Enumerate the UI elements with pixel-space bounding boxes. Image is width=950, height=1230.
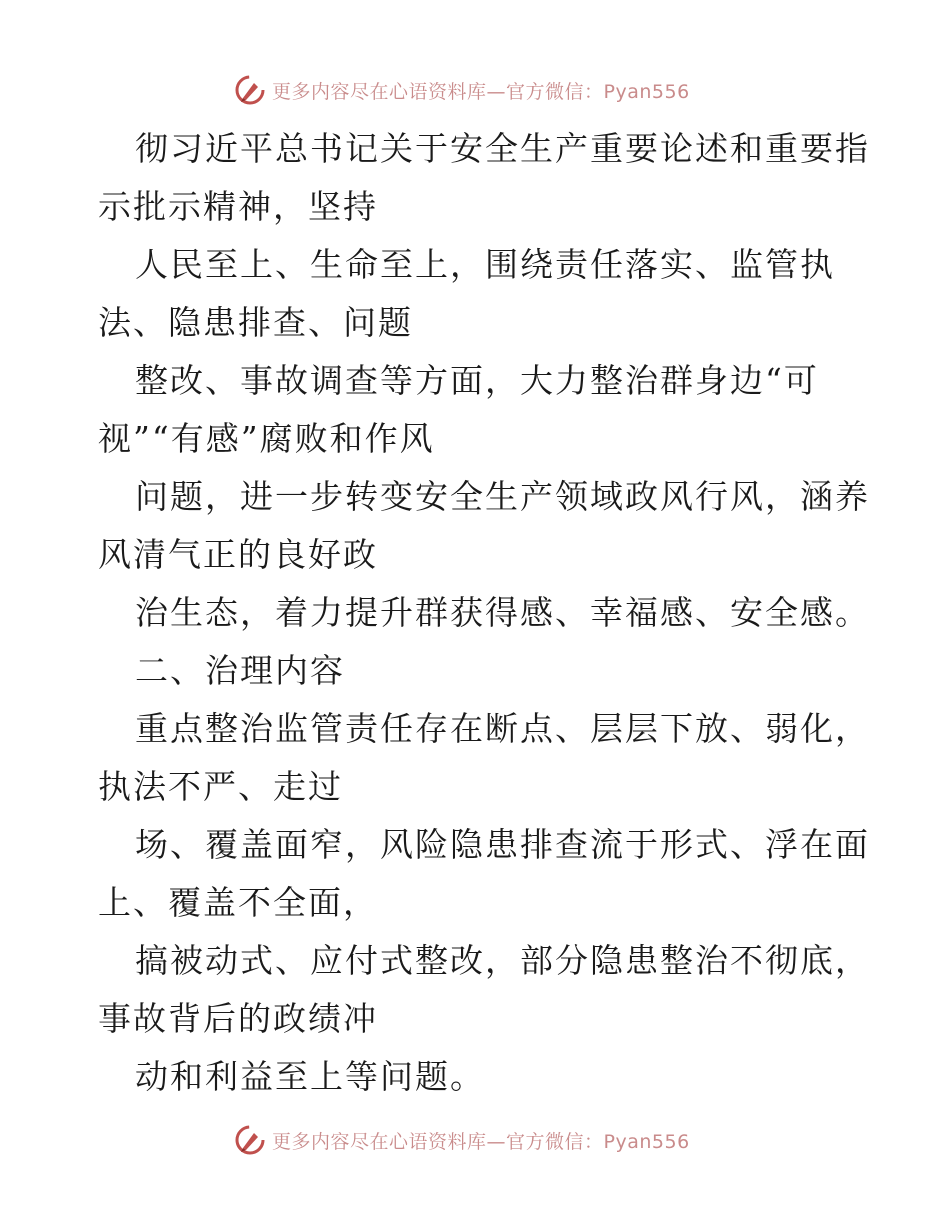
paragraph-line: 视”“有感”腐败和作风 xyxy=(98,419,435,458)
paragraph-line: 法、隐患排查、问题 xyxy=(98,303,413,342)
paragraph-line: 风清气正的良好政 xyxy=(98,535,378,574)
header-watermark xyxy=(234,73,690,107)
paragraph-line: 问题，进一步转变安全生产领域政风行风，涵养 xyxy=(135,477,870,516)
footer-watermark xyxy=(234,1123,690,1157)
paragraph-line: 执法不严、走过 xyxy=(98,767,343,806)
paragraph-line: 动和利益至上等问题。 xyxy=(135,1057,485,1096)
document-body xyxy=(98,120,870,1106)
paragraph-line: 治生态，着力提升群获得感、幸福感、安全感。 xyxy=(135,593,870,632)
paragraph-line: 上、覆盖不全面， xyxy=(98,883,378,922)
watermark-text: 更多内容尽在心语资料库—官方微信：Pyan556 xyxy=(272,1130,690,1153)
paragraph-line: 彻习近平总书记关于安全生产重要论述和重要指 xyxy=(135,129,870,168)
pen-nib-logo-icon xyxy=(234,74,266,106)
paragraph-line: 人民至上、生命至上，围绕责任落实、监管执 xyxy=(135,245,835,284)
paragraph-line: 搞被动式、应付式整改，部分隐患整治不彻底， xyxy=(135,941,870,980)
pen-nib-logo-icon xyxy=(234,1124,266,1156)
paragraph-line: 重点整治监管责任存在断点、层层下放、弱化， xyxy=(135,709,870,748)
paragraph-line: 场、覆盖面窄，风险隐患排查流于形式、浮在面 xyxy=(135,825,870,864)
paragraph-line: 示批示精神，坚持 xyxy=(98,187,378,226)
paragraph-line: 整改、事故调查等方面，大力整治群身边“可 xyxy=(135,361,819,400)
section-heading: 二、治理内容 xyxy=(135,651,345,690)
watermark-text: 更多内容尽在心语资料库—官方微信：Pyan556 xyxy=(272,80,690,103)
paragraph-line: 事故背后的政绩冲 xyxy=(98,999,378,1038)
